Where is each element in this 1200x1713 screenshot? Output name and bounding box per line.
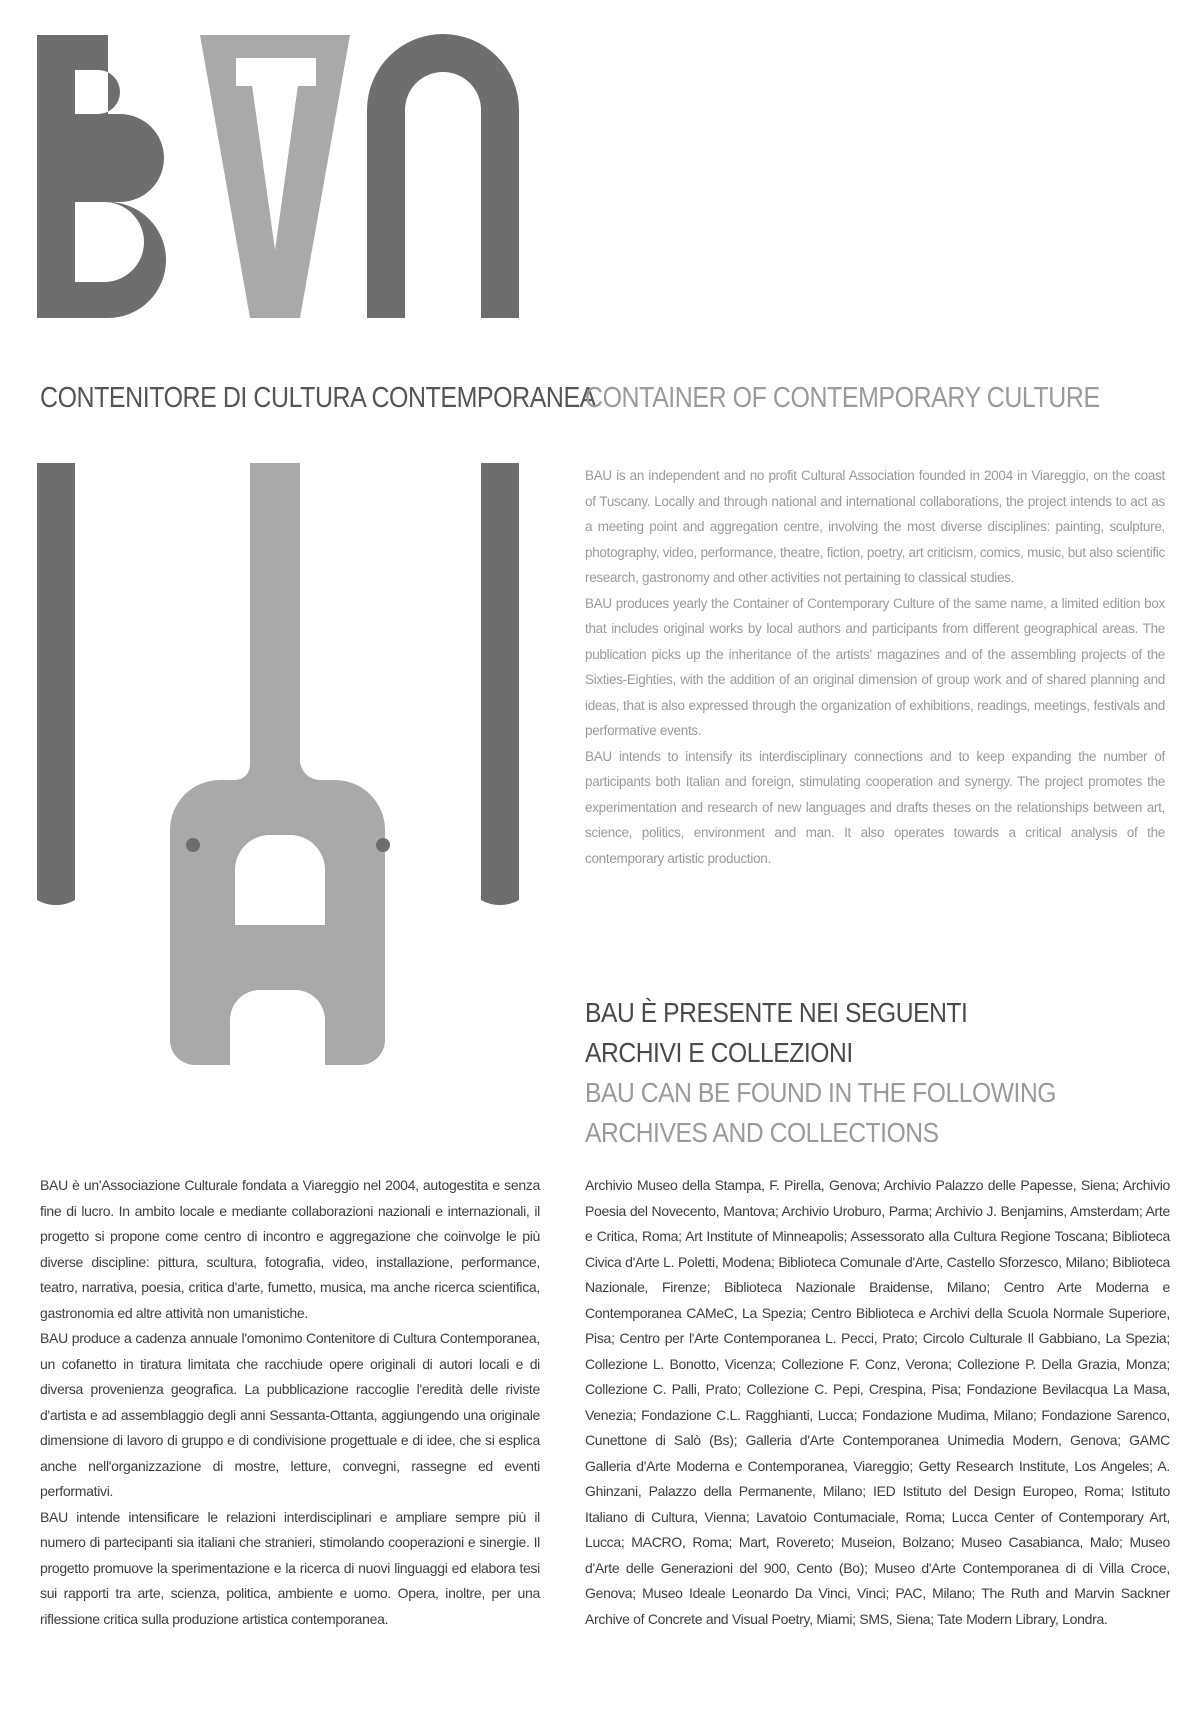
italian-paragraph: BAU intende intensificare le relazioni interdisciplinari e ampliare sempre più il numero di partecipanti sia italiani che stranieri, stimolando cooperazioni e sinergie. Il progetto promuove la sperimentazione e la ricerca di nuovi linguaggi ed elabora tesi sui rapporti tra arte, scienza, politica, ambiente e uomo. Opera, inoltre, per una riflessione critica sulla produzione artistica contemporanea.: [40, 1508, 540, 1627]
italian-heading: CONTENITORE DI CULTURA CONTEMPORANEA: [40, 382, 596, 414]
archives-heading-italian-line2: ARCHIVI E COLLEZIONI: [585, 1037, 853, 1068]
italian-paragraph: BAU è un'Associazione Culturale fondata a Viareggio nel 2004, autogestita e senza fine di lucro. In ambito locale e mediante collaborazioni nazionali e internazionali, il progetto si propone come centro di incontro e aggregazione che coinvolge le più diverse discipline: pittura, scultura, fotografia, video, installazione, performance, teatro, narrativa, poesia, critica d'arte, fumetto, musica, ma anche ricerca scientifica, gastronomia ed altre attività non umanistiche.: [40, 1177, 540, 1321]
center-figure-shape: [170, 463, 385, 1065]
english-paragraph: BAU is an independent and no profit Cultural Association founded in 2004 in Viareggio, on the coast of Tuscany. Locally and through national and international collaborations, the project intends to act as a meeting point and aggregation centre, involving the most diverse disciplines: painting, sculpture, photography, video, performance, theatre, fiction, poetry, art criticism, comics, music, but also scientific research, gastronomy and other activities not pertaining to classical studies.: [585, 468, 1165, 585]
right-arm-shape: [481, 463, 519, 905]
archives-heading-italian-line1: BAU È PRESENTE NEI SEGUENTI: [585, 997, 968, 1028]
archives-heading-english-line2: ARCHIVES AND COLLECTIONS: [585, 1117, 939, 1148]
left-dot: [186, 838, 200, 852]
right-dot: [376, 838, 390, 852]
english-paragraph: BAU intends to intensify its interdisciplinary connections and to keep expanding the number of participants both Italian and foreign, stimulating cooperation and synergy. The project promotes the experimentation and research of new languages and drafts theses on the relationships between art, science, politics, environment and man. It also operates towards a critical analysis of the contemporary artistic production.: [585, 748, 1165, 866]
left-arm-shape: [37, 463, 75, 905]
english-heading: CONTAINER OF CONTEMPORARY CULTURE: [585, 382, 1100, 414]
italian-paragraph: BAU produce a cadenza annuale l'omonimo Contenitore di Cultura Contemporanea, un cofanetto in tiratura limitata che racchiude opere originali di autori locali e di diversa provenienza geografica. La pubblicazione raccoglie l'eredità delle riviste d'artista e ad assemblaggio degli anni Sessanta-Ottanta, aggiungendo una originale dimensione di lavoro di gruppo e di condivisione progettuale e di idee, che si esplica anche nell'organizzazione di mostre, letture, convegni, rassegne ed eventi performativi.: [40, 1330, 540, 1499]
figure-illustration: [0, 0, 560, 1160]
archives-heading-english-line1: BAU CAN BE FOUND IN THE FOLLOWING: [585, 1077, 1057, 1108]
archives-list-text: Archivio Museo della Stampa, F. Pirella, Genova; Archivio Palazzo delle Papesse, Siena; Archivio Poesia del Novecento, Mantova; Archivio Uroburo, Parma; Archivio J. Benjamins, Amsterdam; Arte e Critica, Roma; Art Institute of Minneapolis; Assessorato alla Cultura Regione Toscana; Biblioteca Civica d'Arte L. Poletti, Modena; Biblioteca Comunale d'Arte, Castello Sforzesco, Milano; Biblioteca Nazionale, Firenze; Biblioteca Nazionale Braidense, Milano; Centro Arte Moderna e Contemporanea CAMeC, La Spezia; Centro Biblioteca e Archivi della Scuola Normale Superiore, Pisa; Centro per l'Arte Contemporanea L. Pecci, Prato; Circolo Culturale Il Gabbiano, La Spezia; Collezione L. Bonotto, Vicenza; Collezione F. Conz, Verona; Collezione P. Della Grazia, Monza; Collezione C. Palli, Prato; Collezione C. Pepi, Crespina, Pisa; Fondazione Bevilacqua La Masa, Venezia; Fondazione C.L. Ragghianti, Lucca; Fondazione Mudima, Milano; Fondazione Sarenco, Cunettone di Salò (Bs); Galleria d'Arte Contemporanea Unimedia Modern, Genova; GAMC Galleria d'Arte Moderna e Contemporanea, Viareggio; Getty Research Institute, Los Angeles; A. Ghinzani, Palazzo della Permanente, Milano; IED Istituto del Design Europeo, Roma; Istituto Italiano di Cultura, Vienna; Lavatoio Contumaciale, Roma; Lucca Center of Contemporary Art, Lucca; MACRO, Roma; Mart, Rovereto; Museion, Bolzano; Museo Casabianca, Malo; Museo d'Arte delle Generazioni del 900, Cento (Bo); Museo d'Arte Contemporanea di di Villa Croce, Genova; Museo Ideale Leonardo Da Vinci, Vinci; PAC, Milano; The Ruth and Marvin Sackner Archive of Concrete and Visual Poetry, Miami; SMS, Siena; Tate Modern Library, Londra.: [585, 1177, 1170, 1627]
english-paragraph: BAU produces yearly the Container of Contemporary Culture of the same name, a limited edition box that includes original works by local authors and participants from different geographical areas. The publication picks up the inheritance of the artists' magazines and of the assembling projects of the Sixties-Eighties, with the addition of an original dimension of group work and of shared planning and ideas, that is also expressed through the organization of exhibitions, readings, meetings, festivals and performative events.: [585, 595, 1165, 738]
italian-description: [40, 1173, 540, 1632]
english-description: [585, 463, 1165, 871]
archives-heading: [585, 993, 1113, 1153]
archives-list: [585, 1173, 1170, 1632]
